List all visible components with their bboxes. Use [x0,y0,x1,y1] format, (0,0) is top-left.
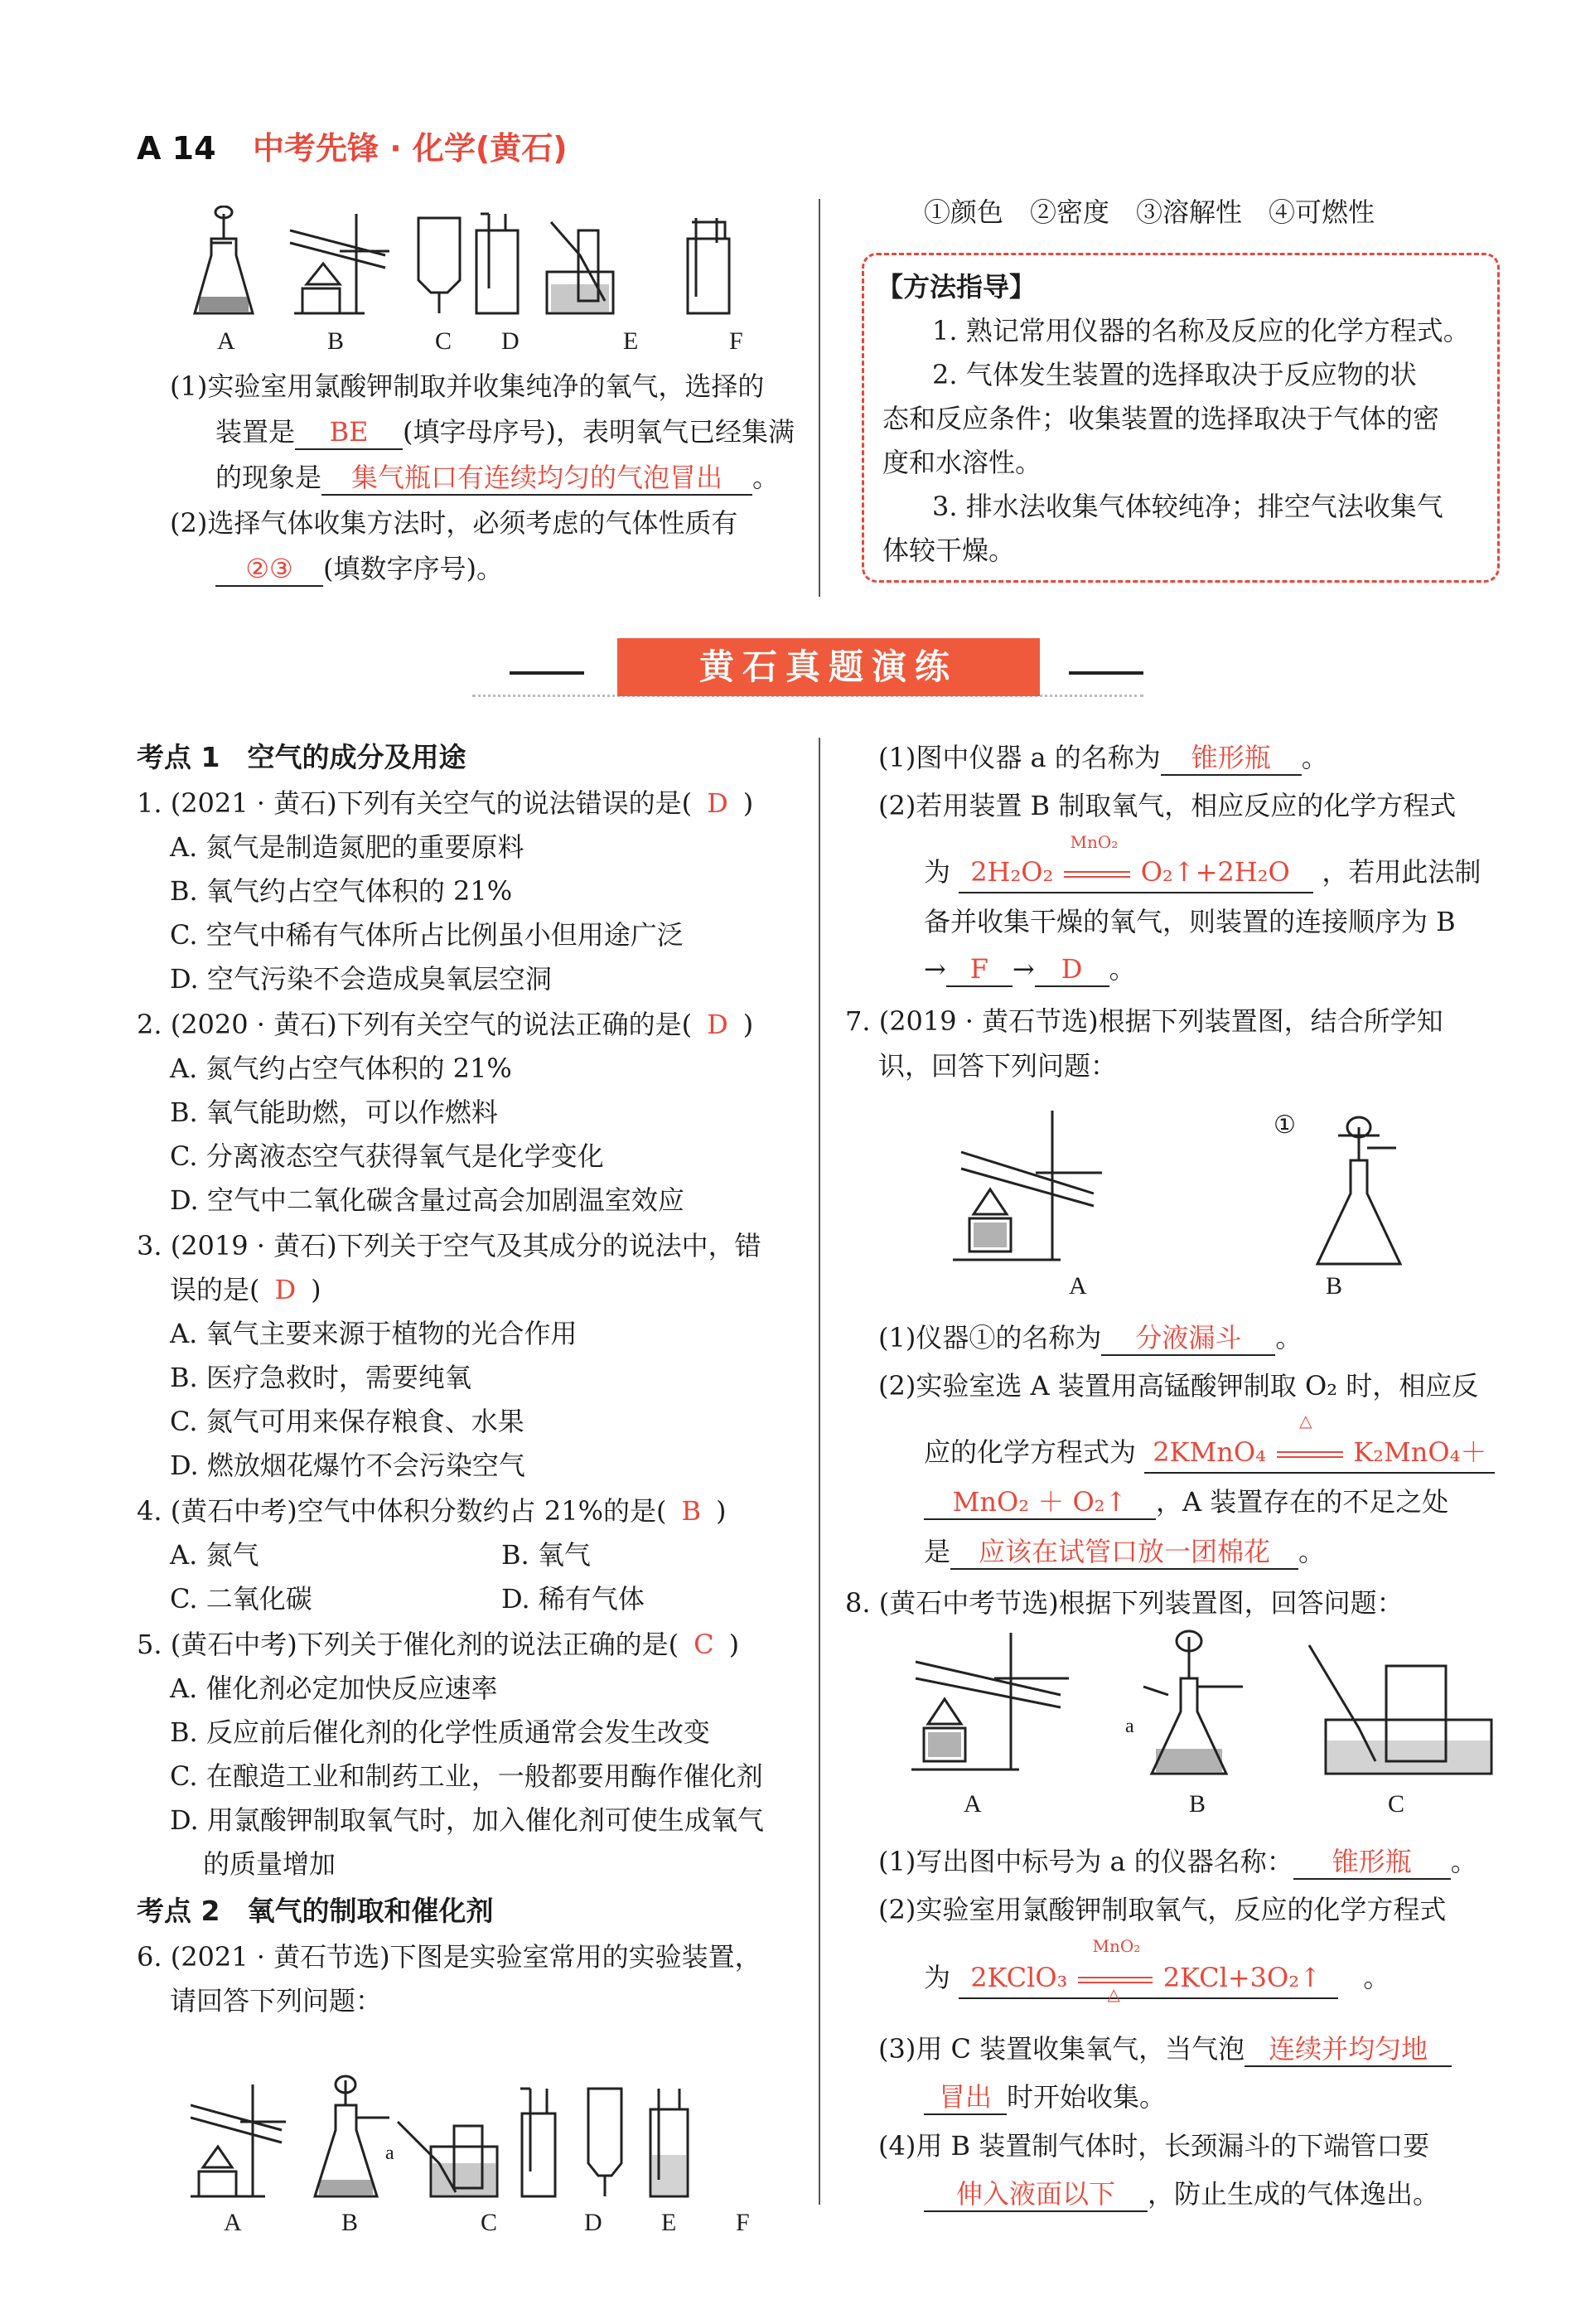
q2-opt-b: B. 氧气能助燃，可以作燃料 [170,1097,498,1128]
q7-1: (1)仪器①的名称为 分液漏斗 。 [878,1318,1302,1358]
column-divider-top [819,199,820,597]
top-q1-line3: 的现象是 集气瓶口有连续均匀的气泡冒出 。 [215,458,779,497]
q4-opt-a: A. 氮气 [170,1539,259,1571]
q6-1: (1)图中仪器 a 的名称为 锥形瓶 。 [878,738,1328,777]
q1-opt-c: C. 空气中稀有气体所占比例虽小但用途广泛 [170,919,684,951]
q3-opt-b: B. 医疗急救时，需要纯氧 [170,1362,471,1393]
q5-opt-b: B. 反应前后催化剂的化学性质通常会发生改变 [170,1716,710,1748]
q3-stem2: 误的是( D ) [170,1274,321,1305]
q4-opt-c: C. 二氧化碳 [170,1583,312,1615]
q8-2-line1: (2)实验室用氯酸钾制取氧气，反应的化学方程式 [878,1894,1447,1925]
q1-opt-a: A. 氮气是制造氮肥的重要原料 [170,831,524,863]
q8-4-line1: (4)用 B 装置制气体时，长颈漏斗的下端管口要 [878,2130,1430,2162]
method-line-4: 度和水溶性。 [882,447,1042,478]
column-divider-bottom [819,738,820,2205]
q6-2-line1: (2)若用装置 B 制取氧气，相应反应的化学方程式 [878,790,1457,821]
top-q1-line1: (1)实验室用氯酸钾制取并收集纯净的氧气，选择的 [170,370,765,402]
method-line-3: 态和反应条件；收集装置的选择取决于气体的密 [882,403,1440,434]
method-line-2: 2. 气体发生装置的选择取决于反应物的状 [932,359,1417,390]
top-q1-line2: 装置是 BE (填字母序号)，表明氧气已经集满 [215,412,795,452]
q5-stem: 5. (黄石中考)下列关于催化剂的说法正确的是( C ) [137,1629,740,1660]
top-fig-label-a: A [217,327,235,355]
q6-fig-label-f: F [736,2209,750,2236]
q2-stem: 2. (2020 · 黄石)下列有关空气的说法正确的是( D ) [137,1009,754,1040]
q1-stem: 1. (2021 · 黄石)下列有关空气的说法错误的是( D ) [137,787,754,819]
q4-stem: 4. (黄石中考)空气中体积分数约占 21%的是( B ) [137,1495,727,1527]
q3-stem: 3. (2019 · 黄石)下列关于空气及其成分的说法中，错 [137,1230,761,1261]
q6-fig-label-b: B [341,2209,359,2236]
page-number: A 14 [137,130,216,167]
q8-label-a: a [1125,1716,1134,1737]
q4-opt-d: D. 稀有气体 [501,1583,645,1615]
q8-3-line2: 冒出 时开始收集。 [924,2077,1166,2117]
q6-apparatus-figure [191,2072,779,2213]
q7-2-line1: (2)实验室选 A 装置用高锰酸钾制取 O₂ 时，相应反 [878,1370,1479,1402]
q8-3-line1: (3)用 C 装置收集氧气，当气泡 连续并均匀地 [878,2029,1452,2069]
q5-opt-a: A. 催化剂必定加快反应速率 [170,1673,498,1704]
q3-opt-a: A. 氧气主要来源于植物的光合作用 [170,1318,578,1349]
top-q2-line1: (2)选择气体收集方法时，必须考虑的气体性质有 [170,507,738,539]
q6-fig-label-e: E [661,2209,677,2236]
q4-opt-b: B. 氧气 [501,1539,591,1571]
top-fig-label-c: C [435,327,452,355]
q2-opt-d: D. 空气中二氧化碳含量过高会加剧温室效应 [170,1184,684,1216]
method-line-1: 1. 熟记常用仪器的名称及反应的化学方程式。 [932,315,1470,346]
q7-2-line3: MnO₂ ＋ O₂↑ ，A 装置存在的不足之处 [924,1482,1448,1522]
top-fig-label-f: F [729,327,743,355]
q8-fig-label-c: C [1388,1790,1405,1818]
top-fig-label-e: E [623,327,639,355]
q2-opt-c: C. 分离液态空气获得氧气是化学变化 [170,1140,604,1172]
q6-fig-label-a: A [224,2209,242,2236]
q6-2-equation: 为 2H₂O₂ MnO₂ O₂↑+2H₂O ，若用此法制 [924,852,1481,893]
q5-opt-d-cont: 的质量增加 [203,1848,336,1880]
banner-rule-left [510,671,584,675]
q8-2-equation: 为 2KClO₃ MnO₂ △ 2KCl+3O₂↑ 。 [924,1936,1390,2004]
q6-2-line4: → F → D 。 [924,949,1136,989]
q3-opt-d: D. 燃放烟花爆竹不会污染空气 [170,1450,525,1481]
q1-opt-d: D. 空气污染不会造成臭氧层空洞 [170,963,552,995]
q8-4-line2: 伸入液面以下 ，防止生成的气体逸出。 [924,2174,1439,2214]
q7-apparatus-figure [945,1102,1409,1276]
book-title: 中考先锋 · 化学(黄石) [253,130,568,167]
property-options: ①颜色 ②密度 ③溶解性 ④可燃性 [924,196,1375,228]
banner-rule-right [1069,671,1143,675]
top-q2-line2: ②③ (填数字序号)。 [215,549,503,588]
q5-opt-d: D. 用氯酸钾制取氧气时，加入催化剂可使生成氧气 [170,1804,764,1836]
q7-stem: 7. (2019 · 黄石节选)根据下列装置图，结合所学知 [845,1005,1443,1037]
q8-fig-label-a: A [964,1790,982,1818]
q8-fig-label-b: B [1189,1790,1206,1818]
q7-2-equation: 应的化学方程式为 2KMnO₄ △ K₂MnO₄＋ [924,1432,1495,1474]
method-line-5: 3. 排水法收集气体较纯净；排空气法收集气 [932,491,1443,522]
q7-stem2: 识，回答下列问题： [878,1050,1118,1082]
q7-fig-label-b: B [1326,1272,1343,1300]
q7-2-line4: 是 应该在试管口放一团棉花 。 [924,1532,1325,1571]
q6-stem: 6. (2021 · 黄石节选)下图是实验室常用的实验装置， [137,1941,761,1973]
kp2-heading: 考点 2 氧气的制取和催化剂 [137,1895,494,1927]
top-fig-label-b: B [327,327,345,355]
top-apparatus-figure [191,206,779,330]
q7-circle-label: ① [1274,1111,1296,1139]
q5-opt-c: C. 在酿造工业和制药工业，一般都要用酶作催化剂 [170,1760,763,1792]
q8-1: (1)写出图中标号为 a 的仪器名称： 锥形瓶 。 [878,1842,1477,1881]
top-fig-label-d: D [501,327,520,355]
q6-fig-label-d: D [584,2209,602,2236]
q6-stem2: 请回答下列问题： [170,1985,383,2017]
method-title: 【方法指导】 [877,271,1037,303]
q6-2-line3: 备并收集干燥的氧气，则装置的连接顺序为 B [924,906,1456,937]
section-banner: 黄石真题演练 [617,638,1040,696]
q1-opt-b: B. 氧气约占空气体积的 21% [170,875,513,907]
method-line-6: 体较干燥。 [882,535,1016,566]
q6-fig-label-c: C [481,2209,498,2236]
kp1-heading: 考点 1 空气的成分及用途 [137,741,466,773]
q8-apparatus-figure [895,1629,1508,1794]
q3-opt-c: C. 氮气可用来保存粮食、水果 [170,1406,524,1437]
q6-label-a: a [385,2142,394,2164]
q7-fig-label-a: A [1069,1272,1087,1300]
q2-opt-a: A. 氮气约占空气体积的 21% [170,1053,512,1084]
q8-stem: 8. (黄石中考节选)根据下列装置图，回答问题： [845,1587,1404,1619]
